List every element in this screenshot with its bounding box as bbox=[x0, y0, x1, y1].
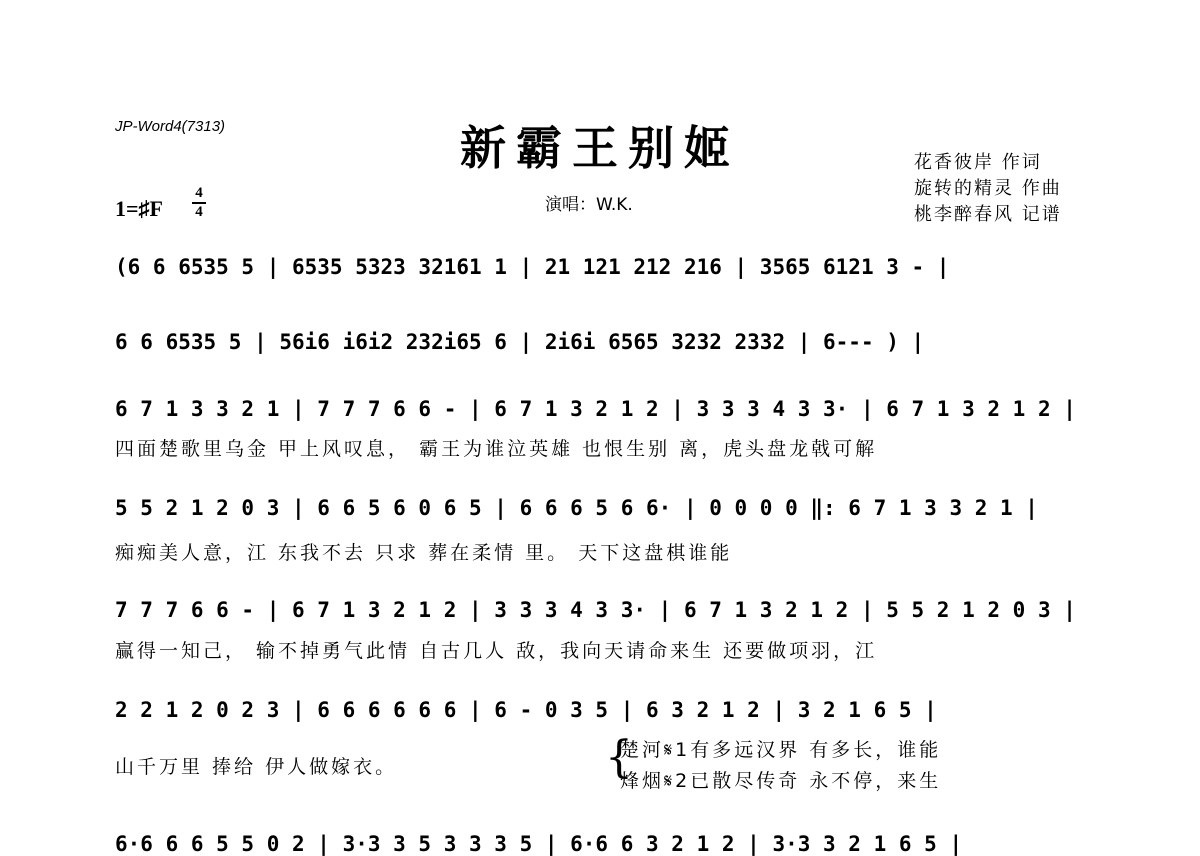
lyric-line-1: 四面楚歌里乌金 甲上风叹息， 霸王为谁泣英雄 也恨生别 离，虎头盘龙戟可解 bbox=[115, 438, 878, 460]
verse-brace: { bbox=[605, 732, 633, 783]
composer-credit: 旋转的精灵 作曲 bbox=[914, 178, 1062, 199]
score-line-7: 6·6 6 6 5 5 0 2 | 3·3 3 5 3 3 3 5 | 6·6 6 3 2 1 2 | 3·3 3 2 1 6 5 | bbox=[115, 832, 963, 856]
meter-bottom: 4 bbox=[195, 204, 203, 220]
singer-credit: 演唱：W.K. bbox=[545, 195, 633, 215]
score-line-4: 5 5 2 1 2 0 3 | 6 6 5 6 0 6 5 | 6 6 6 5 6 6· | 0 0 0 0 ‖: 6 7 1 3 3 2 1 | bbox=[115, 496, 1038, 520]
transcriber-credit: 桃李醉春风 记谱 bbox=[914, 204, 1062, 225]
lyricist-credit: 花香彼岸 作词 bbox=[914, 152, 1042, 173]
verse-2-lyric: 烽烟𝄋2已散尽传奇 永不停，来生 bbox=[620, 770, 942, 792]
score-line-5: 7 7 7 6 6 - | 6 7 1 3 2 1 2 | 3 3 3 4 3 3· | 6 7 1 3 2 1 2 | 5 5 2 1 2 0 3 | bbox=[115, 598, 1076, 622]
key-signature: 1=♯F bbox=[115, 196, 163, 221]
meter-top: 4 bbox=[195, 185, 203, 201]
lyric-line-4: 山千万里 捧给 伊人做嫁衣。 bbox=[115, 756, 398, 778]
score-line-2: 6 6 6535 5 | 56i6 i6i2 232i65 6 | 2i6i 6565 3232 2332 | 6--- ) | bbox=[115, 330, 925, 354]
lyric-line-2: 痴痴美人意，江 东我不去 只求 葬在柔情 里。 天下这盘棋谁能 bbox=[115, 542, 733, 564]
verse-1-lyric: 楚河𝄋1有多远汉界 有多长，谁能 bbox=[620, 739, 942, 761]
page-title: 新霸王别姬 bbox=[460, 121, 740, 175]
time-signature bbox=[192, 186, 206, 220]
source-label: JP-Word4(7313) bbox=[115, 118, 226, 135]
score-line-3: 6 7 1 3 3 2 1 | 7 7 7 6 6 - | 6 7 1 3 2 1 2 | 3 3 3 4 3 3· | 6 7 1 3 2 1 2 | bbox=[115, 397, 1076, 421]
score-line-1: (6 6 6535 5 | 6535 5323 32161 1 | 21 121 212 216 | 3565 6121 3 - | bbox=[115, 255, 950, 279]
lyric-line-3: 赢得一知己， 输不掉勇气此情 自古几人 敌，我向天请命来生 还要做项羽，江 bbox=[115, 640, 878, 662]
score-line-6: 2 2 1 2 0 2 3 | 6 6 6 6 6 6 | 6 - 0 3 5 | 6 3 2 1 2 | 3 2 1 6 5 | bbox=[115, 698, 937, 722]
credits-block bbox=[914, 150, 1062, 228]
